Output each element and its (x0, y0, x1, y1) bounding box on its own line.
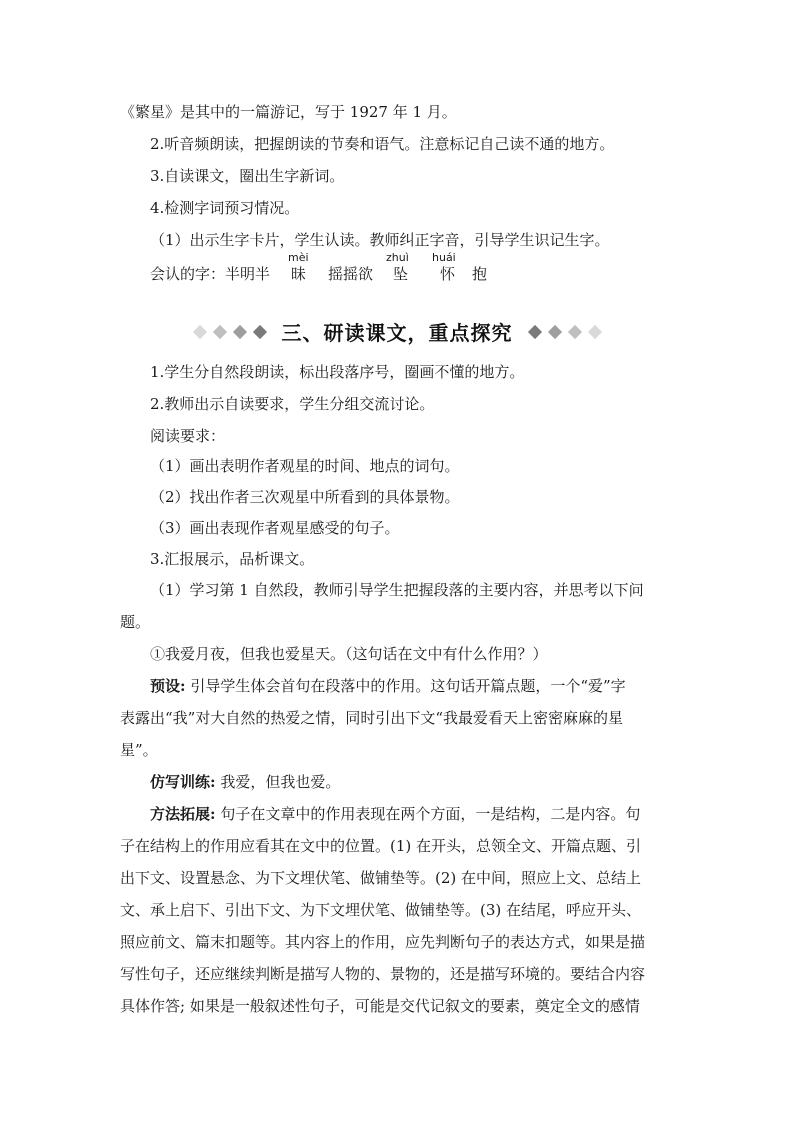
paragraph-line: 写性句子，还应继续判断是描写人物的、景物的，还是描写环境的。要结合内容 (120, 965, 646, 983)
paragraph-line: 2.听音频朗读，把握朗读的节奏和语气。注意标记自己读不通的地方。 (150, 135, 615, 153)
paragraph-line (150, 772, 710, 792)
diamond-icon (212, 324, 226, 338)
paragraph-line: （2）找出作者三次观星中所看到的具体景物。 (150, 488, 460, 506)
paragraph-line: 3.自读课文，圈出生字新词。 (150, 167, 345, 185)
character: 抱 (472, 265, 488, 283)
new-characters-row (150, 251, 670, 294)
diamond-icon (252, 324, 266, 338)
bold-label: 方法拓展: (150, 805, 216, 823)
paragraph-line (150, 676, 710, 696)
diamond-icon (567, 324, 581, 338)
paragraph-line: （1）画出表明作者观星的时间、地点的词句。 (150, 457, 460, 475)
paragraph-line: 3.汇报展示，品析课文。 (150, 550, 315, 568)
paragraph-line (150, 804, 710, 824)
paragraph-line: （3）画出表现作者观星感受的句子。 (150, 519, 400, 537)
paragraph-line: 4.检测字词预习情况。 (150, 199, 300, 217)
paragraph-line: 阅读要求： (150, 427, 226, 445)
paragraph-line: ①我爱月夜，但我也爱星天。（这句话在文中有什么作用？） (150, 645, 548, 663)
paragraph-line: 子在结构上的作用应看其在文中的位置。(1) 在开头，总领全文、开篇点题、引 (120, 837, 642, 855)
diamond-decoration-right (525, 322, 605, 341)
line-text: 句子在文章中的作用表现在两个方面，一是结构，二是内容。句 (215, 805, 641, 823)
paragraph-line: 题。 (120, 613, 151, 631)
diamond-icon (192, 324, 206, 338)
character: 怀 (440, 265, 456, 283)
bold-label: 仿写训练: (150, 773, 216, 791)
paragraph-line: 2.教师出示自读要求，学生分组交流讨论。 (150, 395, 435, 413)
paragraph-line: 照应前文、篇末扣题等。其内容上的作用，应先判断句子的表达方式，如果是描 (120, 933, 646, 951)
paragraph-line: 文、承上启下、引出下文、为下文埋伏笔、做铺垫等。(3) 在结尾，呼应开头、 (120, 901, 642, 919)
section-heading (0, 318, 794, 344)
diamond-icon (587, 324, 601, 338)
pinyin: mèi (288, 251, 309, 264)
new-characters-label: 会认的字：半明半 (150, 265, 271, 283)
diamond-icon (232, 324, 246, 338)
line-text: 我爱，但我也爱。 (215, 773, 341, 791)
paragraph-line: 出下文、设置悬念、为下文埋伏笔、做铺垫等。(2) 在中间，照应上文、总结上 (120, 869, 642, 887)
paragraph-line: 表露出“我”对大自然的热爱之情，同时引出下文“我最爱看天上密密麻麻的星 (120, 709, 624, 727)
diamond-icon (527, 324, 541, 338)
character: 坠 (393, 265, 409, 283)
bold-label: 预设: (150, 677, 186, 695)
diamond-decoration-left (190, 322, 270, 341)
pinyin: huái (432, 251, 456, 264)
paragraph-line: 具体作答; 如果是一般叙述性句子，可能是交代记叙文的要素，奠定全文的感情 (120, 997, 640, 1015)
diamond-icon (547, 324, 561, 338)
paragraph-line: 星”。 (120, 741, 158, 759)
character: 昧 (291, 265, 307, 283)
character: 摇摇欲 (328, 265, 374, 283)
paragraph-line: 1.学生分自然段朗读，标出段落序号，圈画不懂的地方。 (150, 363, 525, 381)
paragraph-line: 《繁星》是其中的一篇游记，写于 1927 年 1 月。 (120, 103, 457, 121)
pinyin: zhuì (386, 251, 409, 264)
line-text: 引导学生体会首句在段落中的作用。这句话开篇点题，一个“爱”字 (185, 677, 626, 695)
section-title: 三、研读课文，重点探究 (281, 320, 513, 345)
paragraph-line: （1）学习第 1 自然段，教师引导学生把握段落的主要内容，并思考以下问 (150, 581, 644, 599)
paragraph-line: （1）出示生字卡片，学生认读。教师纠正字音，引导学生识记生字。 (150, 231, 610, 249)
